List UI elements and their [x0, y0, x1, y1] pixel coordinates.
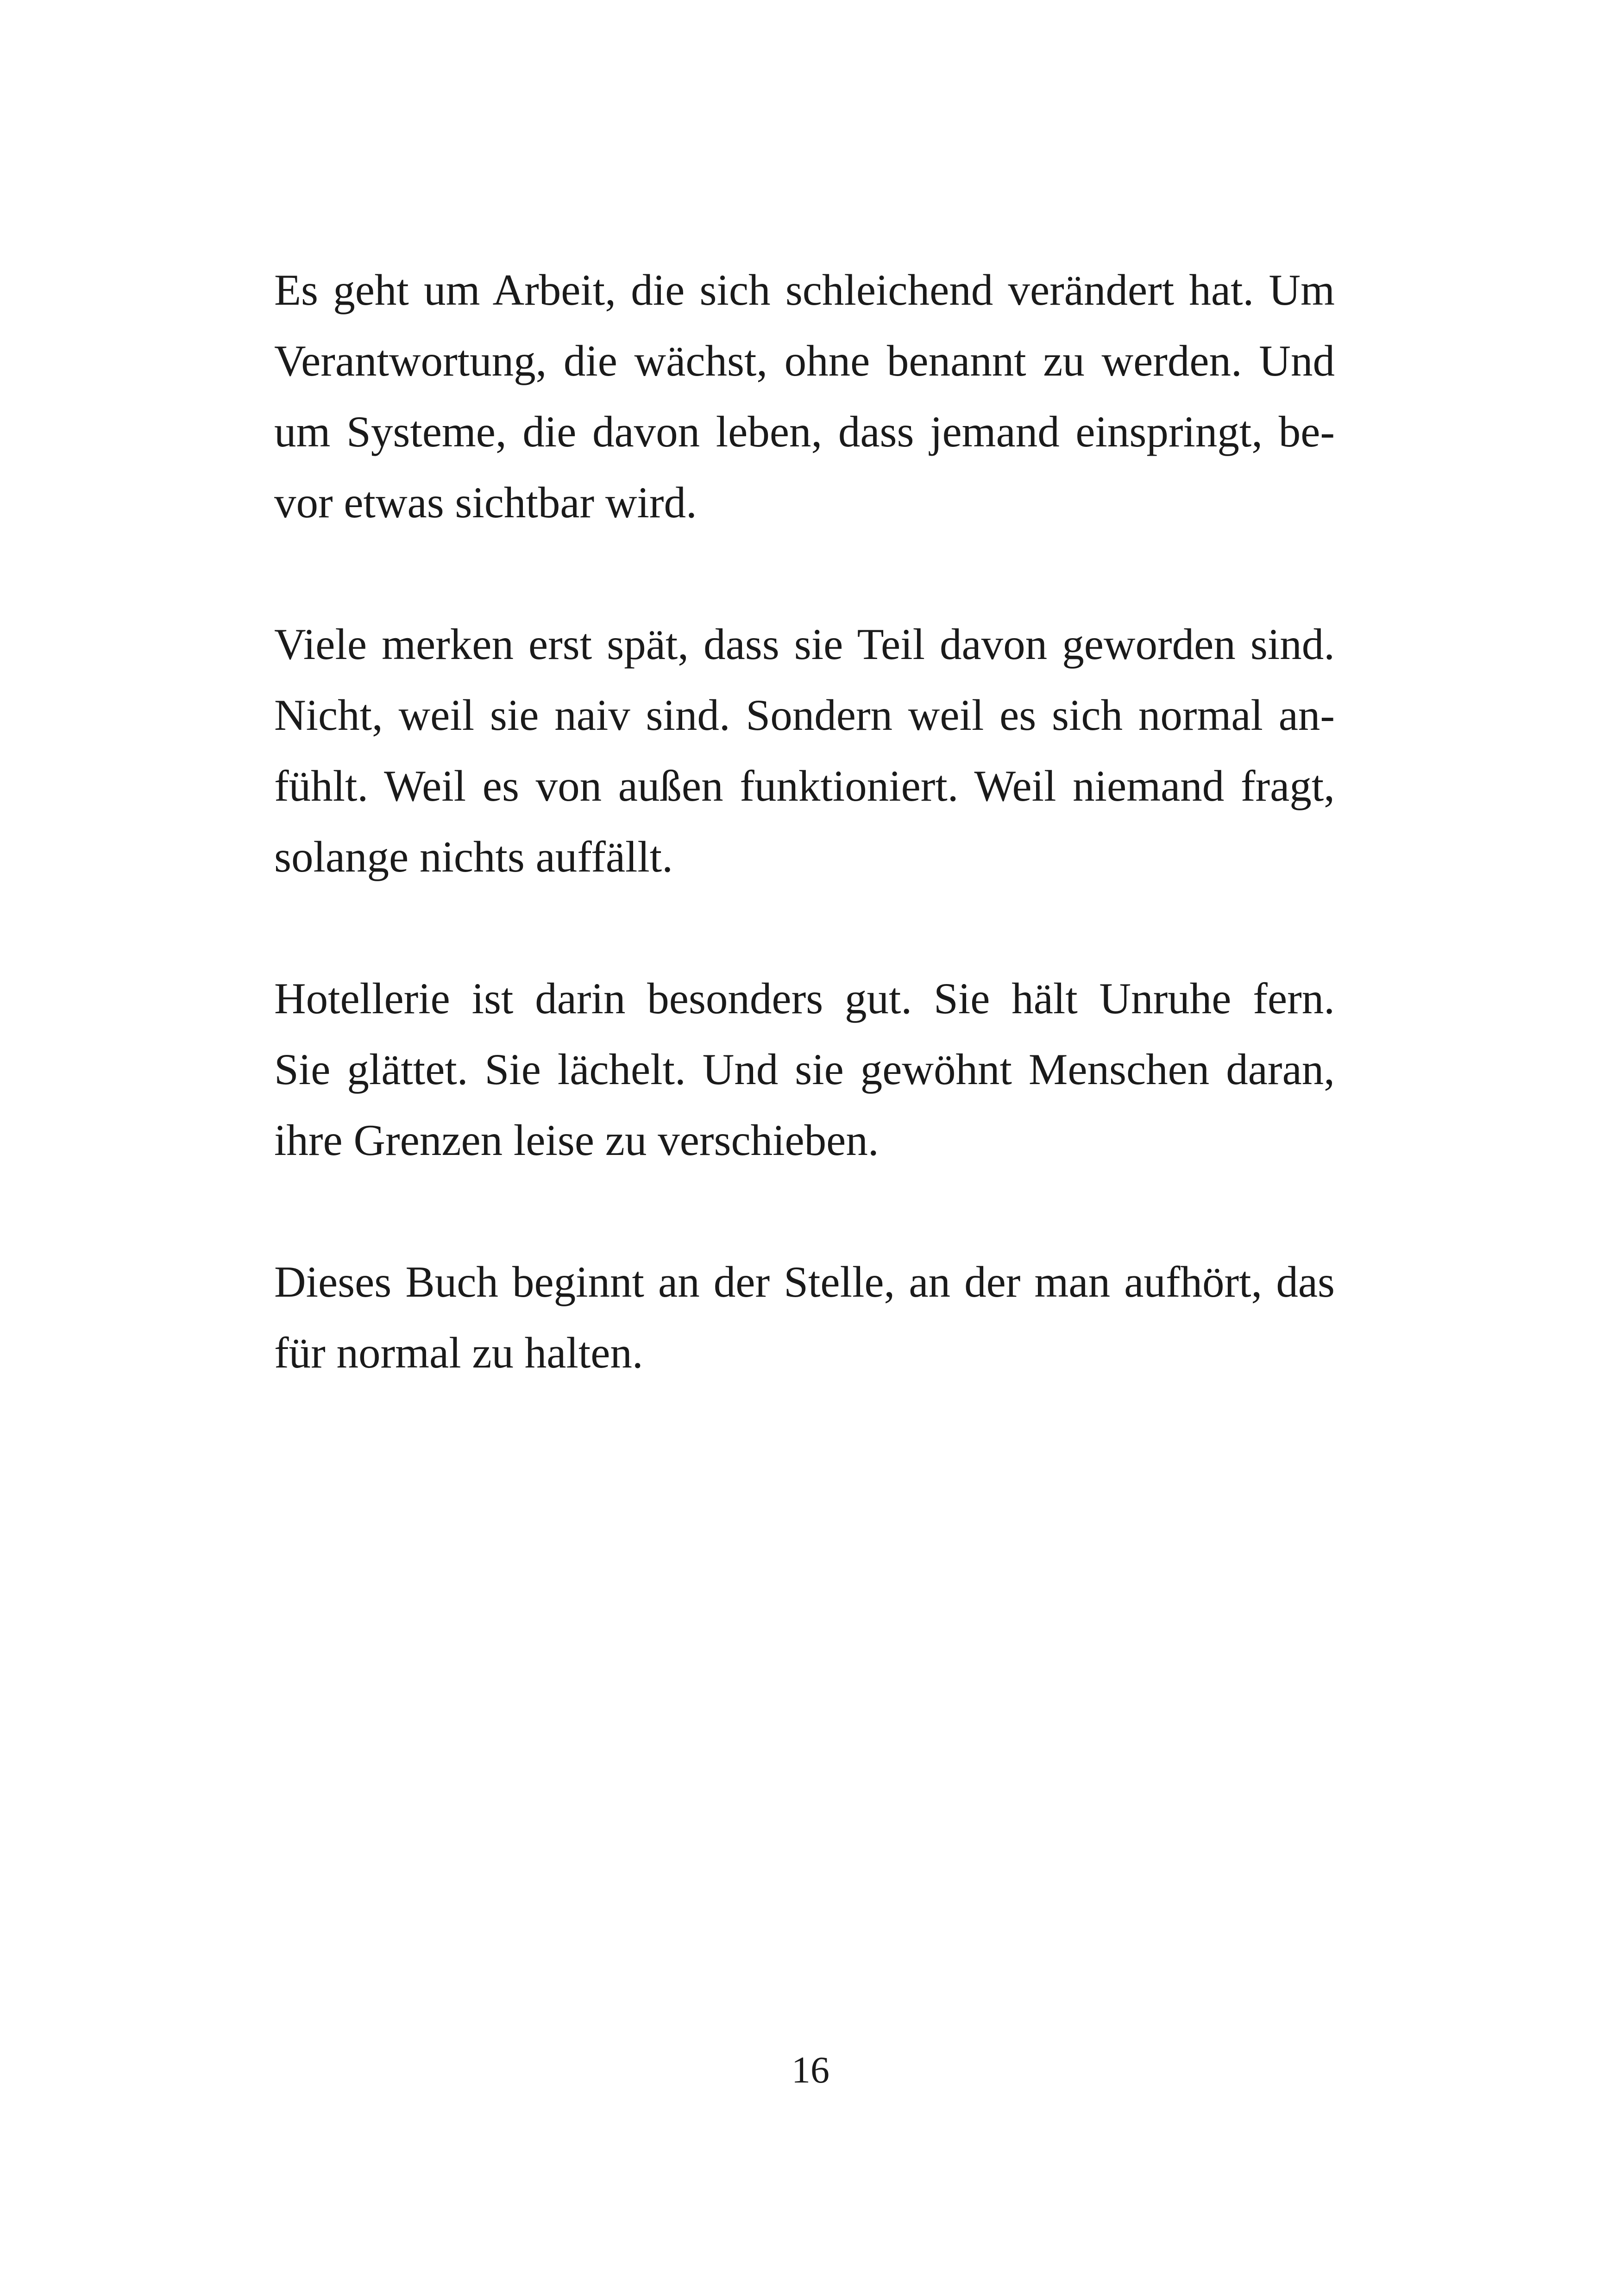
paragraph-4 — [274, 1247, 1335, 1388]
text-line: Dieses Buch beginnt an der Stelle, an der man aufhört, das — [274, 1257, 1335, 1306]
text-line: Es geht um Arbeit, die sich schleichend verändert hat. Um — [274, 265, 1335, 314]
text-line: Hotellerie ist darin besonders gut. Sie hält Unruhe fern. — [274, 974, 1335, 1023]
text-line: Sie glättet. Sie lächelt. Und sie gewöhnt Menschen daran, — [274, 1045, 1335, 1094]
text-line: Verantwortung, die wächst, ohne benannt zu werden. Und — [274, 336, 1335, 385]
text-line: vor etwas sichtbar wird. — [274, 478, 697, 527]
page-number: 16 — [792, 2049, 829, 2091]
text-line: um Systeme, die davon leben, dass jemand einspringt, be- — [274, 407, 1335, 456]
body-text — [274, 255, 1335, 1459]
text-line: für normal zu halten. — [274, 1328, 643, 1377]
paragraph-3 — [274, 963, 1335, 1176]
paragraph-2 — [274, 609, 1335, 892]
text-line: ihre Grenzen leise zu verschieben. — [274, 1116, 879, 1165]
text-line: Viele merken erst spät, dass sie Teil davon geworden sind. — [274, 620, 1335, 669]
text-line: solange nichts auffällt. — [274, 832, 673, 881]
paragraph-1 — [274, 255, 1335, 538]
text-line: Nicht, weil sie naiv sind. Sondern weil es sich normal an- — [274, 690, 1335, 740]
text-line: fühlt. Weil es von außen funktioniert. Weil niemand fragt, — [274, 761, 1335, 810]
